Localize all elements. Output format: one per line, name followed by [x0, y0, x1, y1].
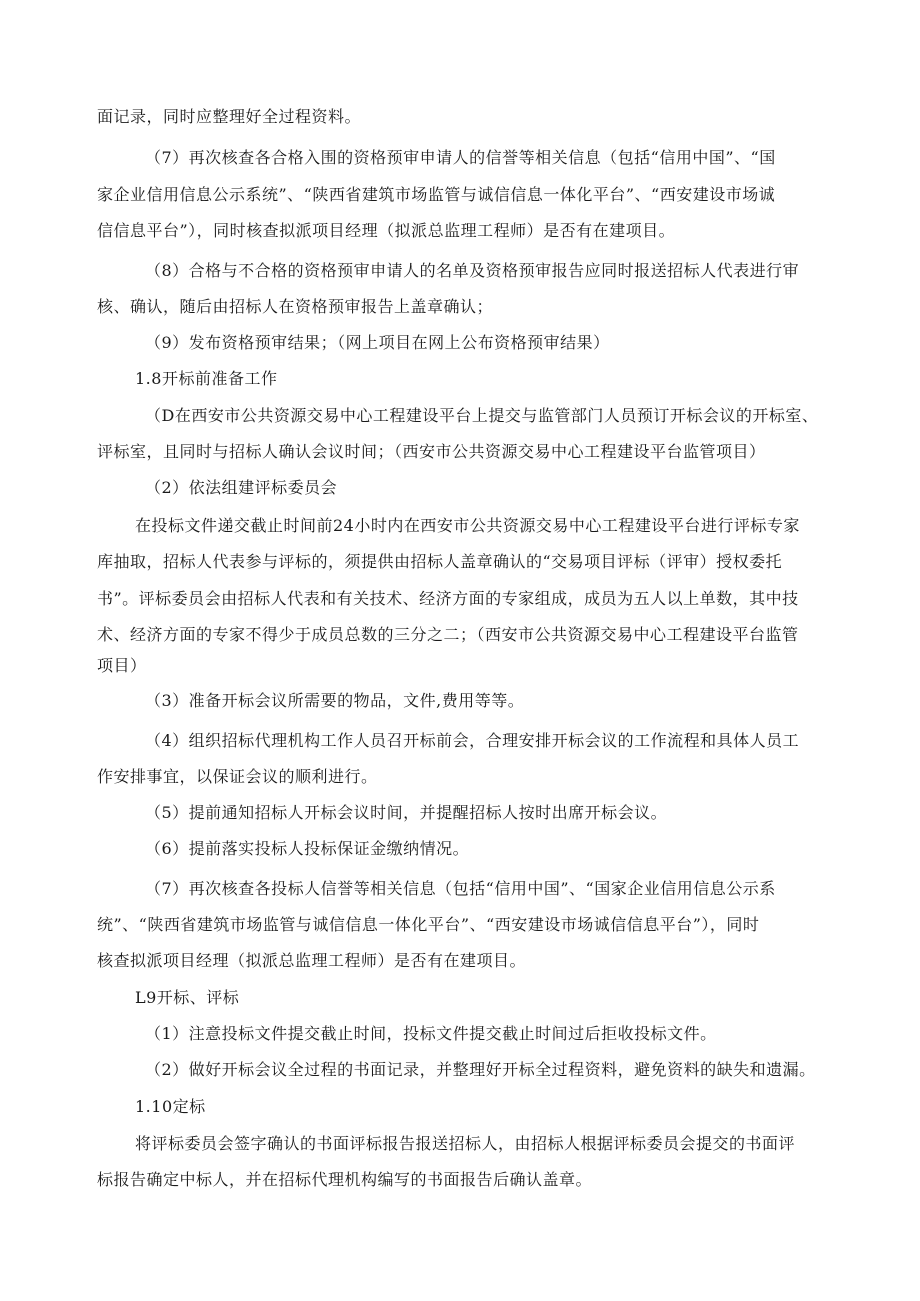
text-line: 信信息平台”），同时核查拟派项目经理（拟派总监理工程师）是否有在建项目。 [97, 221, 676, 240]
text-line: 核查拟派项目经理（拟派总监理工程师）是否有在建项目。 [97, 951, 527, 970]
text-line: 库抽取，招标人代表参与评标的，须提供由招标人盖章确认的“交易项目评标（评审）授权委托 [97, 552, 783, 571]
text-line: （8）合格与不合格的资格预审申请人的名单及资格预审报告应同时报送招标人代表进行审 [145, 261, 800, 280]
text-line: 评标室，且同时与招标人确认会议时间；（西安市公共资源交易中心工程建设平台监管项目） [97, 442, 766, 461]
text-line: 书”。评标委员会由招标人代表和有关技术、经济方面的专家组成，成员为五人以上单数，其中技 [97, 589, 799, 608]
text-line: （D在西安市公共资源交易中心工程建设平台上提交与监管部门人员预订开标会议的开标室、 [145, 406, 819, 425]
text-line: （1）注意投标文件提交截止时间，投标文件提交截止时间过后拒收投标文件。 [145, 1024, 717, 1043]
text-line: 标报告确定中标人，并在招标代理机构编写的书面报告后确认盖章。 [97, 1170, 593, 1189]
text-line: 家企业信用信息公示系统”、“陕西省建筑市场监管与诚信信息一体化平台”、“西安建设市场诚 [97, 185, 776, 204]
text-line: 在投标文件递交截止时间前24小时内在西安市公共资源交易中心工程建设平台进行评标专家 [135, 516, 800, 535]
text-line: 核、确认，随后由招标人在资格预审报告上盖章确认； [97, 297, 494, 316]
text-line: 将评标委员会签字确认的书面评标报告报送招标人，由招标人根据评标委员会提交的书面评 [135, 1134, 796, 1153]
text-line: （3）准备开标会议所需要的物品，文件,费用等等。 [145, 691, 525, 710]
text-line: （7）再次核查各合格入围的资格预审申请人的信誉等相关信息（包括“信用中国”、“国 [145, 148, 776, 167]
text-line: 项目） [97, 656, 147, 675]
text-line: （2）做好开标会议全过程的书面记录，并整理好开标全过程资料，避免资料的缺失和遗漏。 [145, 1060, 816, 1079]
text-line: 术、经济方面的专家不得少于成员总数的三分之二；（西安市公共资源交易中心工程建设平台监管 [97, 625, 799, 644]
section-heading: 1.8开标前准备工作 [135, 369, 278, 388]
text-line: （7）再次核查各投标人信誉等相关信息（包括“信用中国”、“国家企业信用信息公示系 [145, 879, 776, 898]
text-line: （9）发布资格预审结果；（网上项目在网上公布资格预审结果） [145, 333, 610, 352]
text-line: 作安排事宜，以保证会议的顺利进行。 [97, 767, 378, 786]
text-line: （2）依法组建评标委员会 [145, 478, 338, 497]
text-line: （4）组织招标代理机构工作人员召开标前会，合理安排开标会议的工作流程和具体人员工 [145, 731, 800, 750]
text-line: 面记录，同时应整理好全过程资料。 [97, 107, 362, 126]
text-line: （5）提前通知招标人开标会议时间，并提醒招标人按时出席开标会议。 [145, 803, 668, 822]
section-heading: L9开标、评标 [135, 988, 240, 1007]
text-line: 统”、“陕西省建筑市场监管与诚信信息一体化平台”、“西安建设市场诚信信息平台”），同时 [97, 915, 760, 934]
section-heading: 1.10定标 [135, 1097, 206, 1116]
text-line: （6）提前落实投标人投标保证金缴纳情况。 [145, 839, 470, 858]
